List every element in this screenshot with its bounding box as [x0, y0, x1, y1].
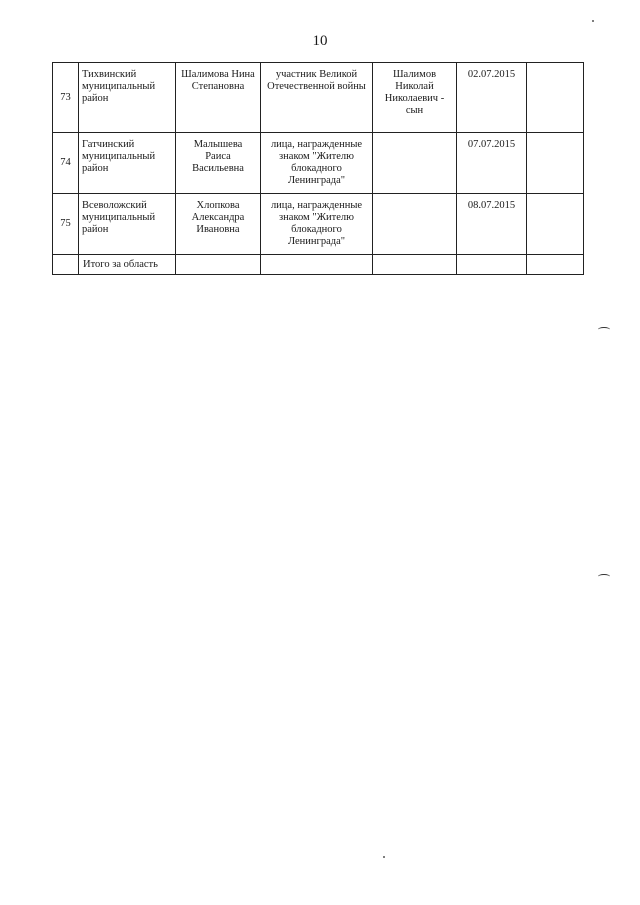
date-cell: 08.07.2015: [457, 194, 527, 255]
table-row: [53, 194, 584, 255]
scan-artifact: [598, 574, 610, 579]
scan-artifact: [598, 327, 610, 332]
row-number-cell: 73: [53, 63, 79, 133]
category-cell: участник Великой Отечественной войны: [261, 63, 373, 133]
register-table: [52, 62, 584, 275]
person-name-cell: Малышева Раиса Васильевна: [176, 133, 261, 194]
district-cell: Тихвинский муниципальный район: [79, 63, 176, 133]
total-empty-cell: [527, 255, 584, 275]
extra-cell: [527, 133, 584, 194]
scan-artifact: [383, 856, 385, 858]
extra-cell: [527, 63, 584, 133]
total-label: Итого за область: [79, 255, 176, 275]
table-row: [53, 133, 584, 194]
total-empty-cell: [261, 255, 373, 275]
total-empty-cell: [457, 255, 527, 275]
relative-cell: [373, 194, 457, 255]
extra-cell: [527, 194, 584, 255]
table-row: [53, 63, 584, 133]
total-row: [53, 255, 584, 275]
person-name-cell: Шалимова Нина Степановна: [176, 63, 261, 133]
date-cell: 07.07.2015: [457, 133, 527, 194]
relative-cell: Шалимов Николай Николаевич - сын: [373, 63, 457, 133]
total-empty-cell: [373, 255, 457, 275]
row-number-cell: 74: [53, 133, 79, 194]
district-cell: Всеволожский муниципальный район: [79, 194, 176, 255]
total-number-cell: [53, 255, 79, 275]
category-cell: лица, награжденные знаком "Жителю блокадного Ленинграда": [261, 133, 373, 194]
category-cell: лица, награжденные знаком "Жителю блокадного Ленинграда": [261, 194, 373, 255]
page-number: 10: [312, 33, 328, 49]
relative-cell: [373, 133, 457, 194]
row-number-cell: 75: [53, 194, 79, 255]
total-empty-cell: [176, 255, 261, 275]
scan-artifact: [592, 20, 594, 22]
district-cell: Гатчинский муниципальный район: [79, 133, 176, 194]
date-cell: 02.07.2015: [457, 63, 527, 133]
person-name-cell: Хлопкова Александра Ивановна: [176, 194, 261, 255]
